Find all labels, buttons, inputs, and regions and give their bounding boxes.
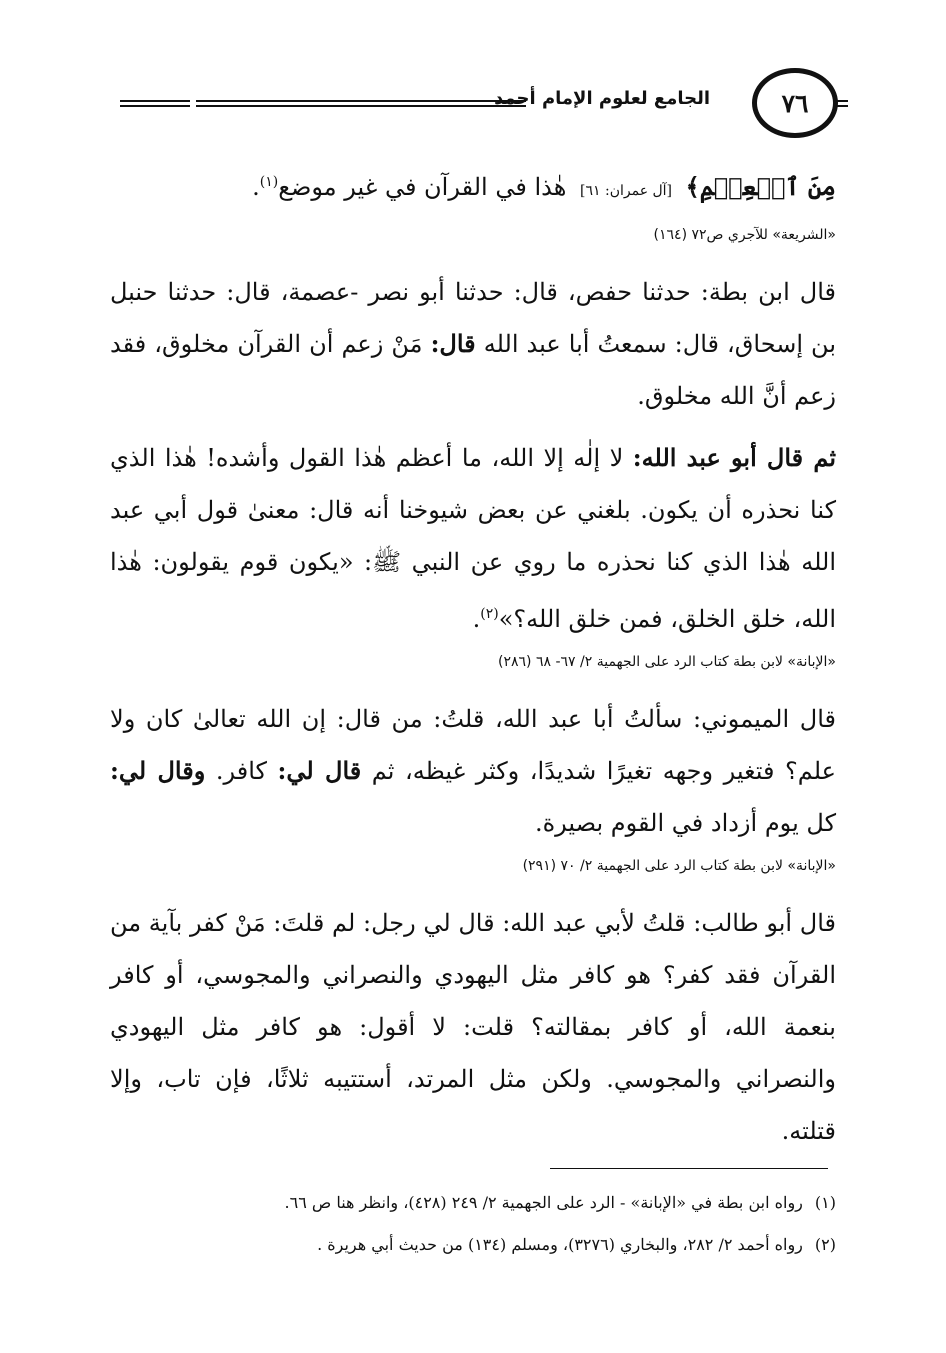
footnote-text: رواه ابن بطة في «الإبانة» - الرد على الجهمية ٢/ ٢٤٩ (٤٢٨)، وانظر هنا ص ٦٦. bbox=[284, 1193, 803, 1212]
footnote-text: رواه أحمد ٢/ ٢٨٢، والبخاري (٣٢٧٦)، ومسلم (١٣٤) من حديث أبي هريرة . bbox=[317, 1235, 803, 1254]
quran-verse-line bbox=[110, 155, 836, 218]
footnote-separator bbox=[550, 1168, 828, 1169]
verse-comment: هٰذا في القرآن في غير موضع bbox=[278, 173, 567, 201]
verse-reference: [آل عمران: ٦١] bbox=[580, 183, 673, 199]
footnote-number: (١) bbox=[814, 1193, 836, 1212]
paragraph-end: . bbox=[472, 605, 481, 633]
header-rule-middle bbox=[196, 100, 526, 107]
source-citation-1: «الشريعة» للآجري ص٧٢ (١٦٤) bbox=[653, 227, 836, 243]
footnote-2 bbox=[110, 1224, 836, 1266]
footnote-number: (٢) bbox=[814, 1235, 836, 1254]
paragraph-text: قال أبو طالب: قلتُ لأبي عبد الله: قال لي رجل: لم قلتَ: مَنْ كفر بآية من القرآن فقد كفر؟ هو كافر مثل اليهودي والنصراني والمجوسي، أو كافر بنعمة الله، أو كافر بمقالته؟ قلت: لا أقول: هو كافر مثل اليهودي والنصراني والمجوسي. ولكن مثل المرتد، أستتيبه ثلاثًا، فإن تاب، وإلا قتلته. bbox=[110, 909, 837, 1145]
verse-text: مِنَ ٱلۡعِلۡمِ﴾ bbox=[685, 172, 836, 201]
page-number-badge bbox=[752, 68, 838, 138]
page-header bbox=[100, 68, 838, 152]
paragraph-abu-talib bbox=[110, 897, 836, 1157]
paragraph-text: كافر. bbox=[205, 757, 278, 785]
bold-phrase: ثم قال أبو عبد الله: bbox=[632, 443, 837, 472]
page-number: ٧٦ bbox=[781, 88, 809, 118]
source-citation-3: «الإبانة» لابن بطة كتاب الرد على الجهمية ٢/ ٧٠ (٢٩١) bbox=[522, 858, 836, 874]
footnote-1 bbox=[110, 1182, 836, 1224]
verse-end: . bbox=[252, 173, 260, 201]
running-title: الجامع لعلوم الإمام أحمد bbox=[494, 88, 710, 109]
main-text bbox=[110, 155, 836, 1157]
paragraph-text: مَنْ زعم أن القرآن مخلوق، فقد زعم أنَّ الله مخلوق. bbox=[110, 330, 836, 410]
paragraph-text: كل يوم أزداد في القوم بصيرة. bbox=[534, 809, 836, 837]
paragraph-text: قال الميموني: سألتُ أبا عبد الله، قلتُ: من قال: إن الله تعالىٰ كان ولا علم؟ فتغير وجهه تغيرًا شديدًا، وكثر غيظه، ثم bbox=[110, 705, 836, 785]
header-rule-left bbox=[120, 100, 190, 107]
paragraph-maymuni bbox=[110, 693, 836, 849]
bold-phrase: وقال لي: bbox=[110, 756, 206, 785]
footnotes bbox=[110, 1182, 836, 1266]
paragraph-text: لا إلٰه إلا الله، ما أعظم هٰذا القول وأشده! هٰذا الذي كنا نحذره أن يكون. بلغني عن بعض شيوخنا أنه قال: معنىٰ قول أبي عبد الله هٰذا الذي كنا نحذره ما روي عن النبي ﷺ: «يكون قوم يقولون: هٰذا الله، خلق الخلق، فمن خلق الله؟» bbox=[110, 444, 836, 633]
paragraph-text: قال ابن بطة: حدثنا حفص، قال: حدثنا أبو نصر -عصمة، قال: حدثنا حنبل بن إسحاق، قال: سمعتُ أبا عبد الله bbox=[110, 278, 836, 358]
footnote-ref-1: (١) bbox=[259, 174, 279, 190]
footnote-ref-2: (٢) bbox=[480, 606, 499, 622]
paragraph-ibn-batta bbox=[110, 266, 836, 422]
bold-phrase: قال: bbox=[430, 329, 476, 358]
bold-phrase: قال لي: bbox=[277, 756, 362, 785]
paragraph-abu-abdullah bbox=[110, 432, 836, 645]
source-citation-2: «الإبانة» لابن بطة كتاب الرد على الجهمية ٢/ ٦٧- ٦٨ (٢٨٦) bbox=[498, 654, 836, 670]
